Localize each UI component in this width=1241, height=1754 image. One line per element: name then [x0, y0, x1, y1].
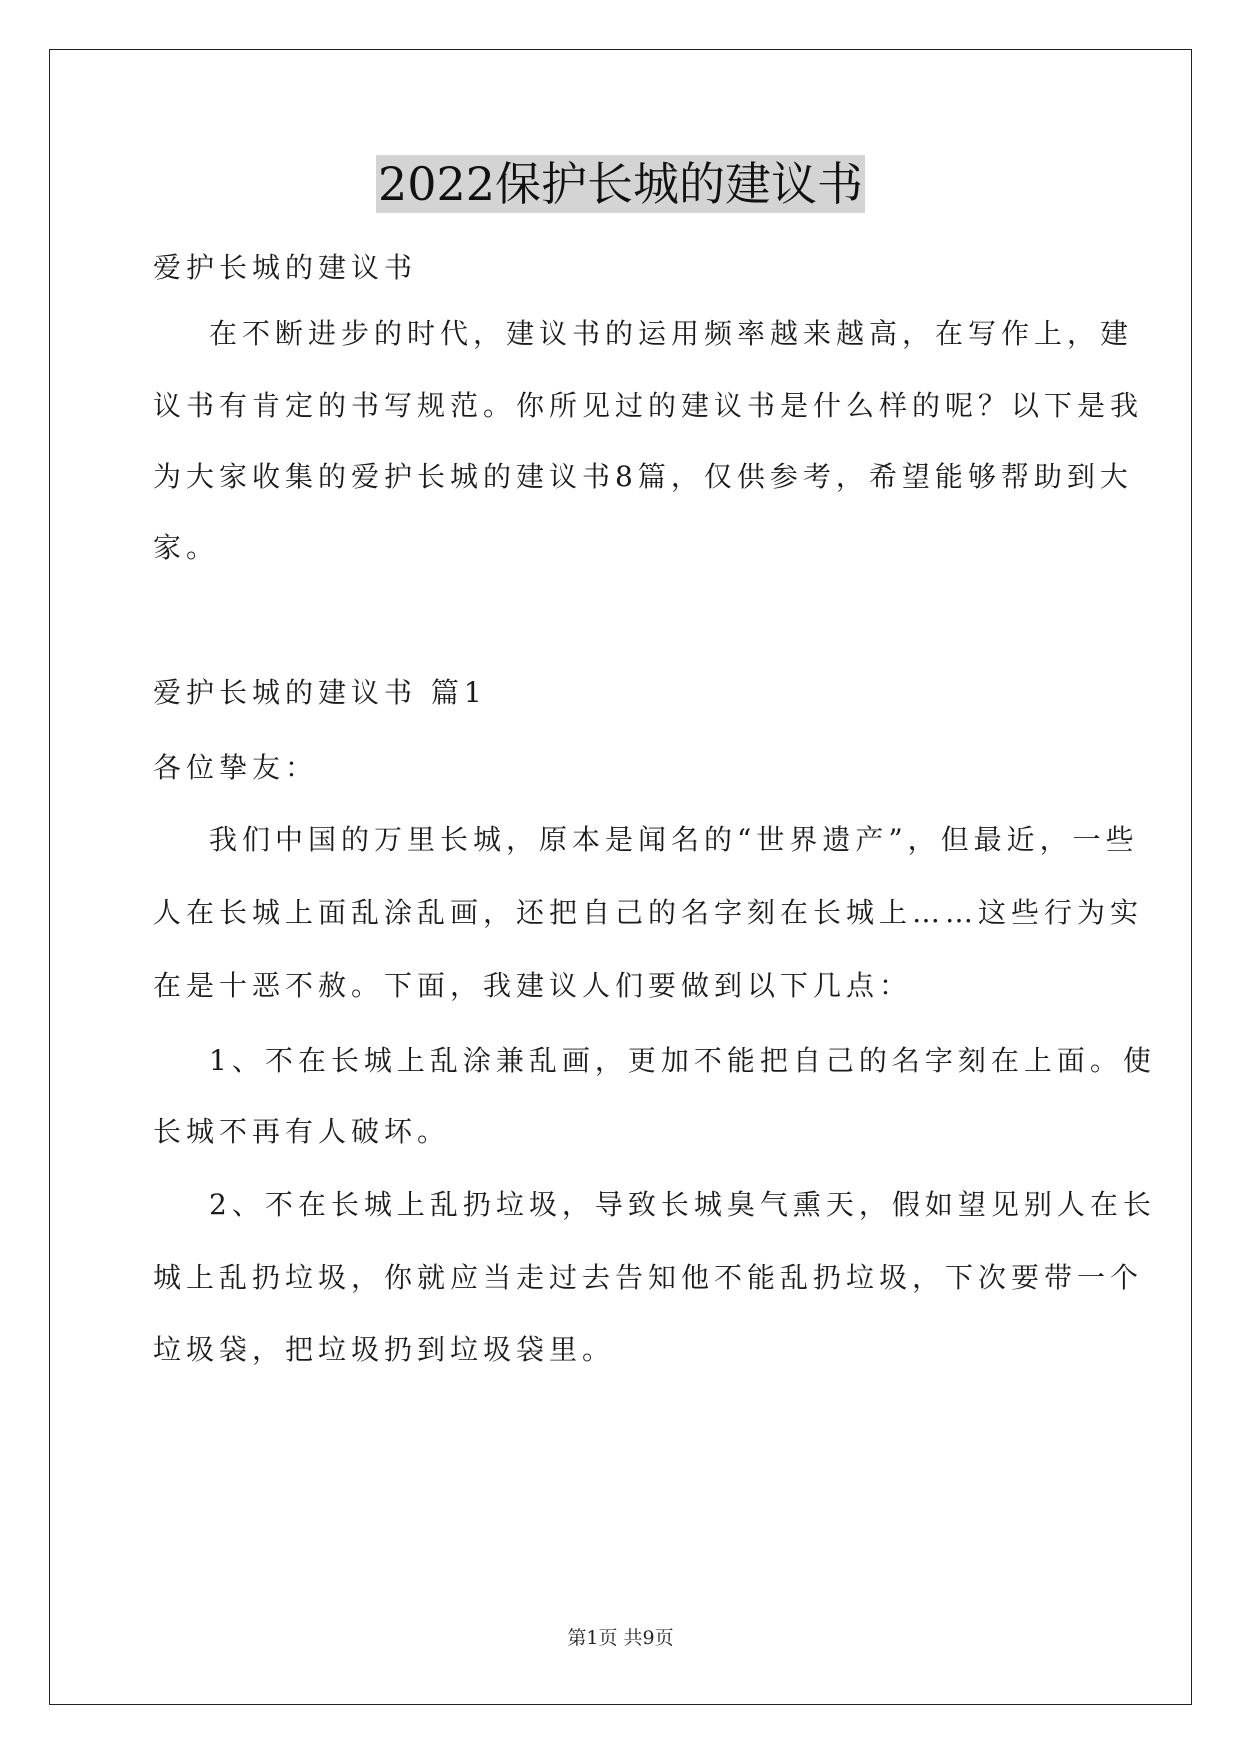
- page-border: [49, 49, 1192, 1705]
- intro-line: 议书有肯定的书写规范。你所见过的建议书是什么样的呢？以下是我: [153, 389, 1144, 422]
- body-line: 在是十恶不赦。下面，我建议人们要做到以下几点：: [153, 969, 913, 1002]
- salutation: 各位挚友：: [153, 751, 319, 784]
- page-number: 第1页 共9页: [567, 1627, 674, 1649]
- document-title: 2022保护长城的建议书: [377, 157, 864, 211]
- body-line: 我们中国的万里长城，原本是闻名的“世界遗产”，但最近，一些: [209, 823, 1139, 856]
- body-line: 1、不在长城上乱涂兼乱画，更加不能把自己的名字刻在上面。使: [209, 1044, 1156, 1077]
- subtitle: 爱护长城的建议书: [153, 251, 418, 284]
- body-line: 城上乱扔垃圾，你就应当走过去告知他不能乱扔垃圾，下次要带一个: [153, 1261, 1144, 1294]
- intro-line: 为大家收集的爱护长城的建议书8篇，仅供参考，希望能够帮助到大: [153, 460, 1133, 493]
- section-heading: 爱护长城的建议书 篇1: [153, 676, 487, 709]
- body-line: 2、不在长城上乱扔垃圾，导致长城臭气熏天，假如望见别人在长: [209, 1188, 1156, 1221]
- body-line: 人在长城上面乱涂乱画，还把自己的名字刻在长城上……这些行为实: [153, 896, 1144, 929]
- body-line: 长城不再有人破坏。: [153, 1115, 451, 1148]
- intro-line: 家。: [153, 531, 220, 564]
- title-container: [0, 155, 1241, 213]
- body-line: 垃圾袋，把垃圾扔到垃圾袋里。: [153, 1333, 616, 1366]
- intro-line: 在不断进步的时代，建议书的运用频率越来越高，在写作上，建: [209, 317, 1134, 350]
